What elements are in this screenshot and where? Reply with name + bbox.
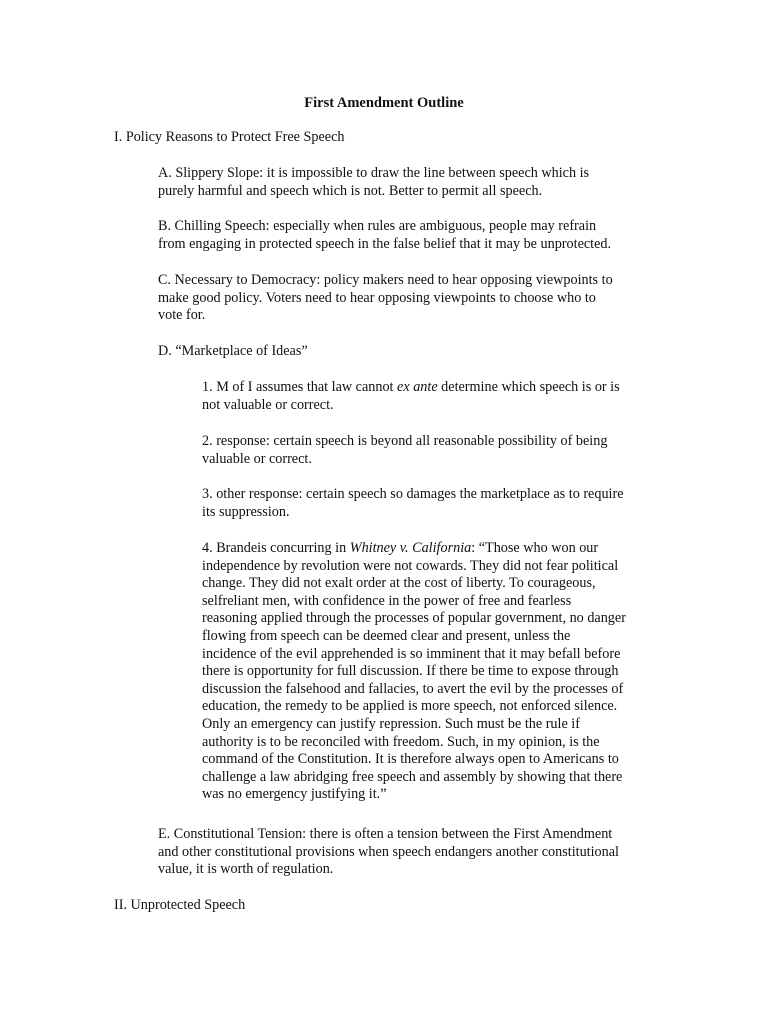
section-1-heading-text: I. Policy Reasons to Protect Free Speech <box>114 129 345 145</box>
subparagraph-d4-line: change. They did not exalt order at the cost of liberty. To courageous, <box>202 575 596 592</box>
subparagraph-d3 <box>202 486 624 521</box>
d1-italic-term: ex ante <box>397 379 438 395</box>
paragraph-b <box>158 218 611 253</box>
d1-text-after: determine which speech is or is <box>437 379 620 395</box>
paragraph-e-line: E. Constitutional Tension: there is often a tension between the First Amendment <box>158 826 613 842</box>
subparagraph-d4-line: there is opportunity for full discussion. If there be time to expose through <box>202 663 619 680</box>
subparagraph-d1-line <box>202 379 620 397</box>
subparagraph-d4 <box>202 540 626 804</box>
paragraph-b-line: from engaging in protected speech in the false belief that it may be unprotected. <box>158 235 612 252</box>
paragraph-c-line: C. Necessary to Democracy: policy makers need to hear opposing viewpoints to <box>158 272 613 288</box>
d4-text-before: 4. Brandeis concurring in <box>202 540 350 556</box>
section-2-heading <box>114 897 245 915</box>
subparagraph-d3-line: its suppression. <box>202 503 290 520</box>
paragraph-b-line: B. Chilling Speech: especially when rules are ambiguous, people may refrain <box>158 218 597 234</box>
d4-text-after: : “Those who won our <box>471 540 599 556</box>
subparagraph-d3-line: 3. other response: certain speech so damages the marketplace as to require <box>202 486 624 502</box>
d4-case-name: Whitney v. California <box>349 540 472 556</box>
subparagraph-d2-line: valuable or correct. <box>202 450 312 467</box>
subparagraph-d2 <box>202 433 607 468</box>
paragraph-e <box>158 826 619 879</box>
subparagraph-d4-line: education, the remedy to be applied is more speech, not enforced silence. <box>202 698 618 715</box>
subparagraph-d4-line: command of the Constitution. It is therefore always open to Americans to <box>202 751 619 768</box>
subparagraph-d1-line: not valuable or correct. <box>202 396 334 413</box>
subparagraph-d4-line: selfreliant men, with confidence in the power of free and fearless <box>202 592 572 609</box>
subparagraph-d4-line: independence by revolution were not cowards. They did not fear political <box>202 557 619 574</box>
subparagraph-d4-line: flowing from speech can be deemed clear and present, unless the <box>202 627 571 644</box>
paragraph-a-line: A. Slippery Slope: it is impossible to draw the line between speech which is <box>158 165 590 181</box>
paragraph-e-line: and other constitutional provisions when speech endangers another constitutional <box>158 843 619 860</box>
subparagraph-d1 <box>202 379 620 414</box>
subparagraph-d4-line: discussion the falsehood and fallacies, to avert the evil by the processes of <box>202 680 624 697</box>
subparagraph-d4-line: Only an emergency can justify repression. Such must be the rule if <box>202 715 580 732</box>
paragraph-e-line: value, it is worth of regulation. <box>158 861 334 878</box>
subparagraph-d4-line: reasoning applied through the processes of popular government, no danger <box>202 610 626 627</box>
paragraph-d-heading-text: D. “Marketplace of Ideas” <box>158 343 308 359</box>
paragraph-a-line: purely harmful and speech which is not. Better to permit all speech. <box>158 182 543 199</box>
d1-text-before: 1. M of I assumes that law cannot <box>202 379 398 395</box>
subparagraph-d2-line: 2. response: certain speech is beyond all reasonable possibility of being <box>202 433 608 449</box>
paragraph-c-line: vote for. <box>158 307 206 324</box>
section-1-heading <box>114 129 345 147</box>
subparagraph-d4-line <box>202 540 626 558</box>
subparagraph-d4-line: challenge a law abridging free speech and assembly by showing that there <box>202 768 623 785</box>
subparagraph-d4-line: incidence of the evil apprehended is so imminent that it may befall before <box>202 645 621 662</box>
subparagraph-d4-line: authority is to be reconciled with freedom. Such, in my opinion, is the <box>202 733 600 750</box>
paragraph-d-heading <box>158 343 308 361</box>
section-2-heading-text: II. Unprotected Speech <box>114 897 246 913</box>
paragraph-c-line: make good policy. Voters need to hear opposing viewpoints to choose who to <box>158 289 596 306</box>
subparagraph-d4-line: was no emergency justifying it.” <box>202 786 387 803</box>
paragraph-c <box>158 272 613 325</box>
document-title: First Amendment Outline <box>304 95 464 111</box>
paragraph-a <box>158 165 589 200</box>
